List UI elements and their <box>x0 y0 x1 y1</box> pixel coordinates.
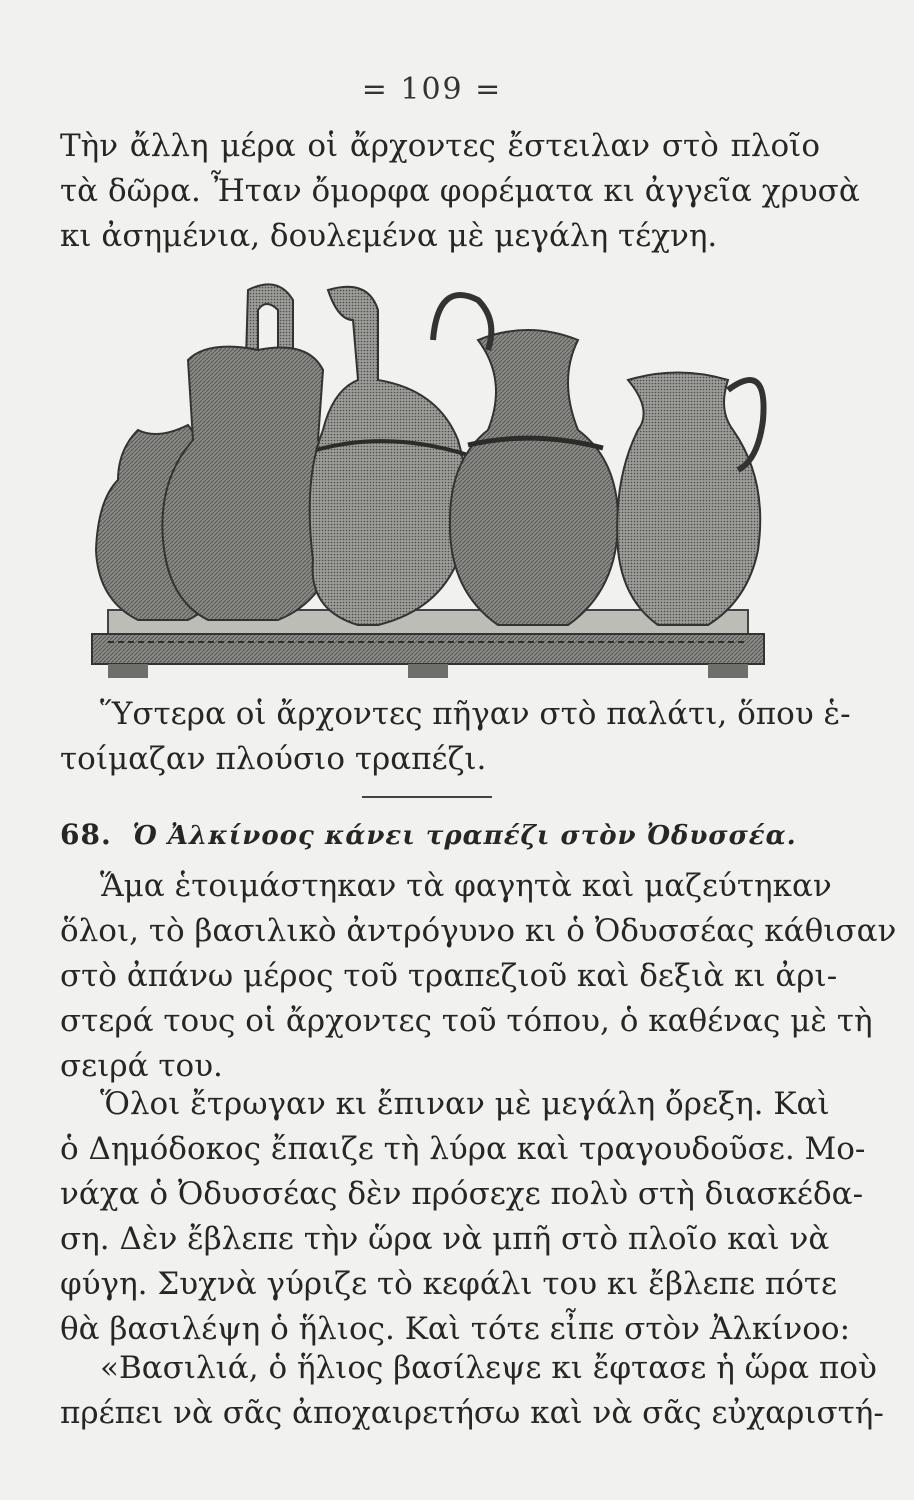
text-line: Τὴν ἄλλη μέρα οἱ ἄρχοντες ἔστειλαν στὸ πλοῖο <box>60 128 820 164</box>
text-line: ὁ Δημόδοκος ἔπαιζε τὴ λύρα καὶ τραγουδοῦσε. Μο- <box>60 1131 866 1167</box>
text-line: θὰ βασιλέψη ὁ ἥλιος. Καὶ τότε εἶπε στὸν Ἀλκίνοο: <box>60 1311 851 1347</box>
page-number: = 109 = <box>361 72 503 107</box>
text-line: Ἅμα ἑτοιμάστηκαν τὰ φαγητὰ καὶ μαζεύτηκαν <box>100 868 832 904</box>
text-line: τοίμαζαν πλούσιο τραπέζι. <box>60 741 487 777</box>
paragraph-speech <box>60 1346 884 1436</box>
tray-foot-right <box>708 664 748 678</box>
vase-oinochoe <box>310 287 468 625</box>
vase-amphora <box>450 330 618 625</box>
text-line: Ὕστερα οἱ ἄρχοντες πῆγαν στὸ παλάτι, ὅπου ἑ- <box>100 696 851 732</box>
text-line: Ὅλοι ἔτρωγαν κι ἔπιναν μὲ μεγάλη ὄρεξη. Καὶ <box>100 1086 830 1122</box>
vases-illustration <box>78 280 778 690</box>
text-line: «Βασιλιά, ὁ ἥλιος βασίλεψε κι ἔφτασε ἡ ὥρα ποὺ <box>100 1350 877 1386</box>
text-line: πρέπει νὰ σᾶς ἀποχαιρετήσω καὶ νὰ σᾶς εὐχαριστή- <box>60 1395 884 1431</box>
section-separator <box>362 796 492 798</box>
paragraph-gifts <box>60 124 860 259</box>
text-line: φύγη. Συχνὰ γύριζε τὸ κεφάλι του κι ἔβλεπε πότε <box>60 1266 838 1302</box>
tray-foot-left <box>108 664 148 678</box>
section-heading <box>60 818 820 851</box>
section-title: Ὁ Ἀλκίνοος κάνει τραπέζι στὸν Ὀδυσσέα. <box>132 821 797 851</box>
vase-lekythos <box>617 373 760 626</box>
section-number: 68. <box>60 818 112 851</box>
text-line: στερά τους οἱ ἄρχοντες τοῦ τόπου, ὁ καθένας μὲ τὴ <box>60 1003 873 1039</box>
tray-front <box>92 634 764 664</box>
paragraph-eating <box>60 1082 866 1352</box>
paragraph-feast <box>60 864 897 1089</box>
text-line: τὰ δῶρα. Ἦταν ὄμορφα φορέματα κι ἀγγεῖα χρυσὰ <box>60 173 860 209</box>
text-line: ση. Δὲν ἔβλεπε τὴν ὥρα νὰ μπῆ στὸ πλοῖο καὶ νὰ <box>60 1221 830 1257</box>
text-line: στὸ ἀπάνω μέρος τοῦ τραπεζιοῦ καὶ δεξιὰ κι ἀρι- <box>60 958 838 994</box>
text-line: κι ἀσημένια, δουλεμένα μὲ μεγάλη τέχνη. <box>60 218 718 254</box>
paragraph-palace <box>60 692 851 782</box>
text-line: σειρά του. <box>60 1048 223 1084</box>
text-line: ὅλοι, τὸ βασιλικὸ ἀντρόγυνο κι ὁ Ὀδυσσέας κάθισαν <box>60 913 897 949</box>
text-line: νάχα ὁ Ὀδυσσέας δὲν πρόσεχε πολὺ στὴ διασκέδα- <box>60 1176 864 1212</box>
tray-foot-mid <box>408 664 448 678</box>
